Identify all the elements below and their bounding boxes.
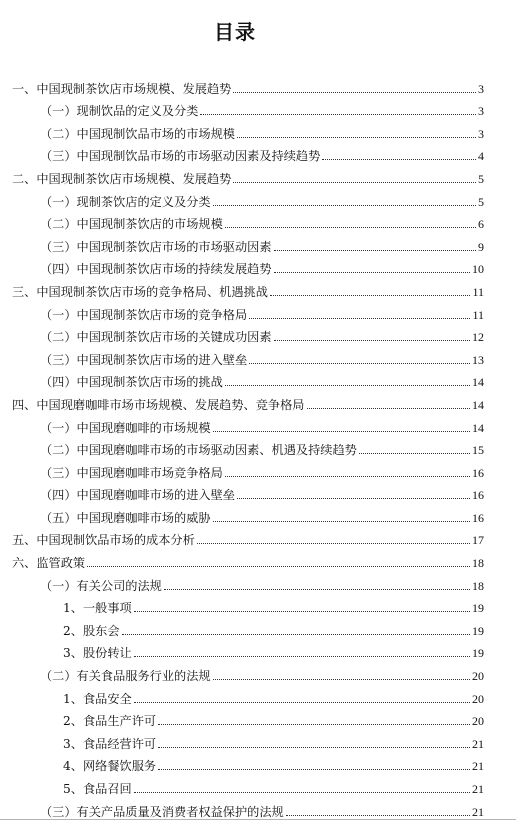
- toc-dot-leader: [359, 453, 470, 454]
- toc-dot-leader: [322, 159, 476, 160]
- toc-entry-page-number: 3: [478, 126, 484, 141]
- toc-entry[interactable]: [12, 774, 484, 797]
- toc-dot-leader: [164, 589, 470, 590]
- toc-entry[interactable]: [12, 616, 484, 639]
- toc-entry[interactable]: [12, 436, 484, 459]
- toc-dot-leader: [233, 92, 476, 93]
- toc-entry[interactable]: [12, 119, 484, 142]
- toc-entry-page-number: 15: [472, 443, 484, 458]
- toc-entry-label: （一）现制茶饮店的定义及分类: [40, 194, 211, 209]
- toc-entry[interactable]: [12, 481, 484, 504]
- toc-entry[interactable]: [12, 187, 484, 210]
- toc-entry-label: 4、网络餐饮服务: [63, 759, 157, 774]
- toc-entry-page-number: 18: [472, 578, 484, 593]
- toc-entry[interactable]: [12, 97, 484, 120]
- toc-entry-page-number: 21: [472, 736, 484, 751]
- toc-dot-leader: [249, 363, 470, 364]
- toc-entry-label: 5、食品召回: [63, 782, 132, 796]
- toc-entry-page-number: 9: [478, 239, 484, 254]
- toc-entry[interactable]: [12, 232, 484, 255]
- toc-entry-label: （三）中国现制茶饮店市场的市场驱动因素: [40, 239, 272, 254]
- toc-entry-page-number: 14: [472, 375, 484, 390]
- toc-dot-leader: [213, 679, 470, 680]
- toc-entry-label: （二）中国现磨咖啡市场的市场驱动因素、机遇及持续趋势: [40, 443, 357, 458]
- toc-entry[interactable]: [12, 684, 484, 707]
- toc-entry[interactable]: [12, 594, 484, 617]
- toc-dot-leader: [274, 250, 476, 251]
- toc-dot-leader: [213, 431, 470, 432]
- toc-dot-leader: [200, 114, 476, 115]
- toc-entry-label: （一）中国现制茶饮店市场的竞争格局: [40, 307, 248, 322]
- table-of-contents: [12, 74, 484, 820]
- toc-dot-leader: [213, 205, 476, 206]
- toc-entry-label: （一）中国现磨咖啡的市场规模: [40, 420, 211, 435]
- toc-entry-page-number: 14: [472, 397, 484, 412]
- toc-entry-label: （一）现制饮品的定义及分类: [40, 104, 199, 119]
- toc-dot-leader: [274, 340, 470, 341]
- toc-entry-label: （四）中国现制茶饮店市场的挑战: [40, 375, 223, 390]
- toc-dot-leader: [134, 656, 470, 657]
- toc-entry-label: （三）中国现制茶饮店市场的进入壁垒: [40, 352, 248, 367]
- toc-entry-page-number: 16: [472, 510, 484, 525]
- page-bottom-divider: [0, 819, 516, 820]
- toc-entry-page-number: 12: [472, 330, 484, 345]
- toc-dot-leader: [307, 408, 471, 409]
- toc-entry-label: （五）中国现磨咖啡市场的威胁: [40, 510, 211, 525]
- toc-entry-page-number: 5: [478, 171, 484, 186]
- toc-dot-leader: [134, 611, 470, 612]
- toc-entry[interactable]: [12, 277, 484, 300]
- toc-entry-label: 一、中国现制茶饮店市场规模、发展趋势: [12, 81, 232, 96]
- toc-dot-leader: [158, 747, 470, 748]
- toc-entry-label: 五、中国现制饮品市场的成本分析: [12, 533, 195, 548]
- toc-entry[interactable]: [12, 729, 484, 752]
- page-title: 目录: [214, 20, 256, 44]
- toc-entry-page-number: 19: [472, 601, 484, 616]
- toc-dot-leader: [274, 272, 470, 273]
- toc-entry-page-number: 14: [472, 420, 484, 435]
- toc-entry-label: （二）中国现制茶饮店的市场规模: [40, 217, 223, 232]
- toc-dot-leader: [225, 476, 470, 477]
- toc-entry-page-number: 6: [478, 217, 484, 232]
- toc-dot-leader: [286, 815, 470, 816]
- toc-entry-label: （三）中国现磨咖啡市场竞争格局: [40, 465, 223, 480]
- toc-entry-label: （二）中国现制茶饮店市场的关键成功因素: [40, 330, 272, 345]
- toc-entry-page-number: 16: [472, 488, 484, 503]
- toc-entry[interactable]: [12, 164, 484, 187]
- toc-entry-page-number: 19: [472, 646, 484, 661]
- toc-entry-page-number: 21: [472, 804, 484, 819]
- toc-dot-leader: [122, 634, 470, 635]
- toc-entry[interactable]: [12, 74, 484, 97]
- toc-entry-page-number: 18: [472, 556, 484, 571]
- toc-entry[interactable]: [12, 413, 484, 436]
- toc-entry-label: （三）有关产品质量及消费者权益保护的法规: [40, 804, 284, 819]
- toc-entry[interactable]: [12, 300, 484, 323]
- toc-entry-page-number: 3: [478, 81, 484, 96]
- toc-entry-label: 1、一般事项: [63, 601, 132, 616]
- toc-dot-leader: [233, 182, 476, 183]
- toc-entry-label: 3、股份转让: [63, 646, 132, 661]
- toc-entry-page-number: 21: [472, 782, 484, 796]
- toc-entry-label: （一）有关公司的法规: [40, 578, 162, 593]
- toc-entry-label: 六、监管政策: [12, 556, 86, 571]
- toc-entry-page-number: 17: [472, 533, 484, 548]
- toc-dot-leader: [237, 498, 470, 499]
- toc-dot-leader: [197, 543, 470, 544]
- toc-entry-page-number: 4: [478, 149, 484, 164]
- toc-entry-page-number: 11: [472, 307, 484, 322]
- toc-dot-leader: [225, 385, 470, 386]
- toc-entry-page-number: 5: [478, 194, 484, 209]
- toc-entry-page-number: 3: [478, 104, 484, 119]
- toc-entry[interactable]: [12, 390, 484, 413]
- toc-entry-label: （二）中国现制饮品市场的市场规模: [40, 126, 235, 141]
- toc-dot-leader: [87, 566, 470, 567]
- toc-dot-leader: [134, 792, 470, 793]
- toc-entry-page-number: 20: [472, 714, 484, 729]
- toc-dot-leader: [134, 702, 470, 703]
- toc-entry-page-number: 20: [472, 691, 484, 706]
- toc-entry[interactable]: [12, 142, 484, 165]
- toc-dot-leader: [158, 724, 470, 725]
- toc-entry-label: 2、股东会: [63, 623, 120, 638]
- toc-entry[interactable]: [12, 661, 484, 684]
- toc-entry[interactable]: [12, 571, 484, 594]
- toc-entry-label: （二）有关食品服务行业的法规: [40, 669, 211, 684]
- toc-dot-leader: [225, 227, 476, 228]
- toc-entry-page-number: 20: [472, 669, 484, 684]
- toc-entry-label: 三、中国现制茶饮店市场的竞争格局、机遇挑战: [12, 284, 268, 299]
- toc-entry[interactable]: [12, 548, 484, 571]
- toc-dot-leader: [270, 295, 471, 296]
- toc-entry-page-number: 11: [472, 284, 484, 299]
- toc-dot-leader: [249, 318, 470, 319]
- toc-entry-label: 四、中国现磨咖啡市场市场规模、发展趋势、竞争格局: [12, 397, 305, 412]
- toc-entry-page-number: 13: [472, 352, 484, 367]
- toc-entry-label: 二、中国现制茶饮店市场规模、发展趋势: [12, 171, 232, 186]
- toc-entry[interactable]: [12, 752, 484, 775]
- toc-entry[interactable]: [12, 255, 484, 278]
- toc-entry-label: （四）中国现制茶饮店市场的持续发展趋势: [40, 262, 272, 277]
- toc-entry-page-number: 10: [472, 262, 484, 277]
- toc-entry[interactable]: [12, 458, 484, 481]
- toc-entry[interactable]: [12, 526, 484, 549]
- toc-entry[interactable]: [12, 503, 484, 526]
- toc-dot-leader: [213, 521, 470, 522]
- toc-entry[interactable]: [12, 707, 484, 730]
- toc-entry-label: （四）中国现磨咖啡市场的进入壁垒: [40, 488, 235, 503]
- toc-entry-label: 3、食品经营许可: [63, 736, 157, 751]
- toc-entry[interactable]: [12, 323, 484, 346]
- toc-entry-label: 2、食品生产许可: [63, 714, 157, 729]
- toc-entry-page-number: 16: [472, 465, 484, 480]
- toc-entry-label: 1、食品安全: [63, 691, 132, 706]
- toc-entry-page-number: 19: [472, 623, 484, 638]
- toc-entry-label: （三）中国现制饮品市场的市场驱动因素及持续趋势: [40, 149, 321, 164]
- toc-entry[interactable]: [12, 210, 484, 233]
- toc-dot-leader: [158, 769, 470, 770]
- toc-dot-leader: [237, 137, 476, 138]
- toc-entry-page-number: 21: [472, 759, 484, 774]
- toc-entry[interactable]: [12, 368, 484, 391]
- toc-entry[interactable]: [12, 345, 484, 368]
- toc-entry[interactable]: [12, 797, 484, 820]
- toc-entry[interactable]: [12, 639, 484, 662]
